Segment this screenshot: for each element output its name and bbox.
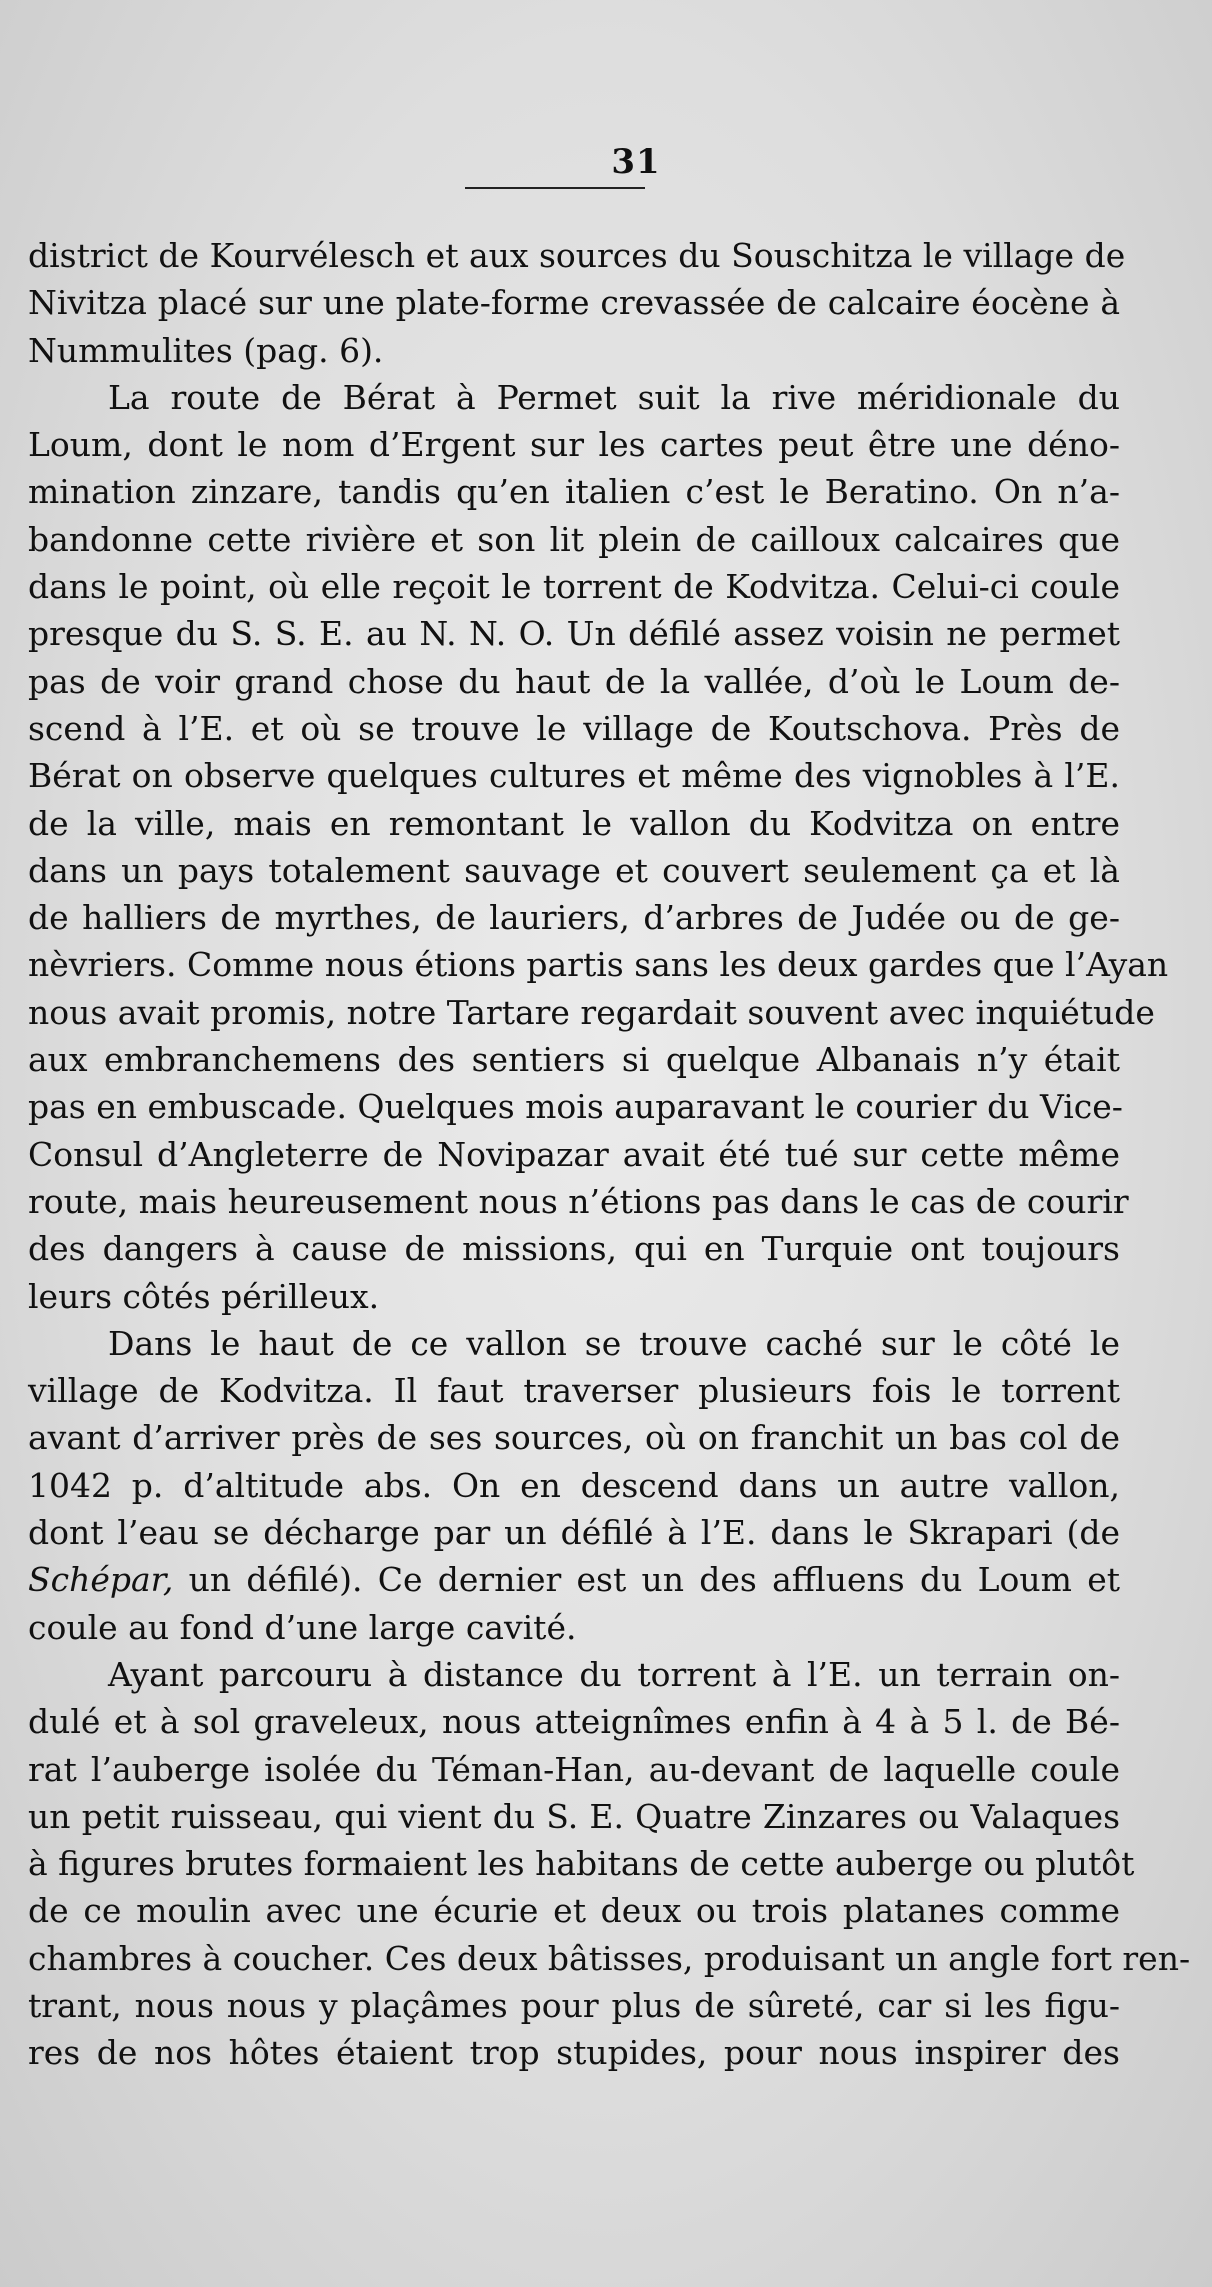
text-line: bandonne cette rivière et son lit plein de cailloux calcaires que xyxy=(28,519,1120,559)
text-line: coule au fond d’une large cavité. xyxy=(28,1607,577,1647)
text-line: trant, nous nous y plaçâmes pour plus de sûreté, car si les figu- xyxy=(28,1985,1120,2025)
text-line: Schépar, un défilé). Ce dernier est un des affluens du Loum et xyxy=(28,1560,1120,1600)
text-line: de ce moulin avec une écurie et deux ou trois platanes comme xyxy=(28,1891,1120,1931)
text-line: avant d’arriver près de ses sources, où on franchit un bas col de xyxy=(28,1418,1120,1458)
text-line: dans le point, où elle reçoit le torrent de Kodvitza. Celui-ci coule xyxy=(28,567,1120,607)
page-number: 31 xyxy=(611,142,661,182)
text-line: scend à l’E. et où se trouve le village de Koutschova. Près de xyxy=(28,708,1120,748)
text-line: route, mais heureusement nous n’étions pas dans le cas de courir xyxy=(28,1181,1129,1221)
text-line: dans un pays totalement sauvage et couvert seulement ça et là xyxy=(28,850,1120,890)
text-line: Bérat on observe quelques cultures et même des vignobles à l’E. xyxy=(28,756,1120,796)
text-line: un petit ruisseau, qui vient du S. E. Quatre Zinzares ou Valaques xyxy=(28,1796,1120,1836)
text-line: nèvriers. Comme nous étions partis sans les deux gardes que l’Ayan xyxy=(28,945,1169,985)
text-line: La route de Bérat à Permet suit la rive méridionale du xyxy=(108,377,1120,417)
text-line: de halliers de myrthes, de lauriers, d’arbres de Judée ou de ge- xyxy=(28,898,1120,938)
text-line: Ayant parcouru à distance du torrent à l’E. un terrain on- xyxy=(108,1654,1120,1694)
text-line: pas en embuscade. Quelques mois auparavant le courier du Vice- xyxy=(28,1087,1123,1127)
text-line: 1042 p. d’altitude abs. On en descend dans un autre vallon, xyxy=(28,1465,1120,1505)
italic-term: Schépar, xyxy=(28,1560,174,1600)
text-line: res de nos hôtes étaient trop stupides, pour nous inspirer des xyxy=(28,2033,1120,2073)
body-text xyxy=(28,232,1191,2077)
text-line: Nivitza placé sur une plate-forme crevassée de calcaire éocène à xyxy=(28,283,1120,323)
text-line: Dans le haut de ce vallon se trouve caché sur le côté le xyxy=(108,1323,1120,1363)
text-line: dont l’eau se décharge par un défilé à l’E. dans le Skrapari (de xyxy=(28,1513,1120,1553)
text-line: à figures brutes formaient les habitans de cette auberge ou plutôt xyxy=(28,1844,1135,1884)
text-line: rat l’auberge isolée du Téman-Han, au-devant de laquelle coule xyxy=(28,1749,1120,1789)
text-line: de la ville, mais en remontant le vallon du Kodvitza on entre xyxy=(28,803,1120,843)
text-line: district de Kourvélesch et aux sources du Souschitza le village de xyxy=(28,236,1126,275)
text-line: des dangers à cause de missions, qui en Turquie ont toujours xyxy=(28,1229,1120,1269)
text-line: presque du S. S. E. au N. N. O. Un défilé assez voisin ne permet xyxy=(28,614,1120,654)
text-line: Loum, dont le nom d’Ergent sur les cartes peut être une déno- xyxy=(28,425,1120,465)
header-rule xyxy=(465,187,645,189)
text-line: pas de voir grand chose du haut de la vallée, d’où le Loum de- xyxy=(28,661,1120,701)
text-line: dulé et à sol graveleux, nous atteignîmes enfin à 4 à 5 l. de Bé- xyxy=(28,1702,1120,1742)
text-line: aux embranchemens des sentiers si quelque Albanais n’y était xyxy=(28,1040,1120,1080)
text-line: village de Kodvitza. Il faut traverser plusieurs fois le torrent xyxy=(28,1371,1120,1411)
text-line: leurs côtés périlleux. xyxy=(28,1276,380,1316)
text-line: Nummulites (pag. 6). xyxy=(28,330,384,370)
text-line: nous avait promis, notre Tartare regardait souvent avec inquiétude xyxy=(28,992,1155,1032)
text-line: chambres à coucher. Ces deux bâtisses, produisant un angle fort ren- xyxy=(28,1938,1191,1978)
text-line: Consul d’Angleterre de Novipazar avait été tué sur cette même xyxy=(28,1134,1120,1174)
text-line: mination zinzare, tandis qu’en italien c’est le Beratino. On n’a- xyxy=(28,472,1120,512)
